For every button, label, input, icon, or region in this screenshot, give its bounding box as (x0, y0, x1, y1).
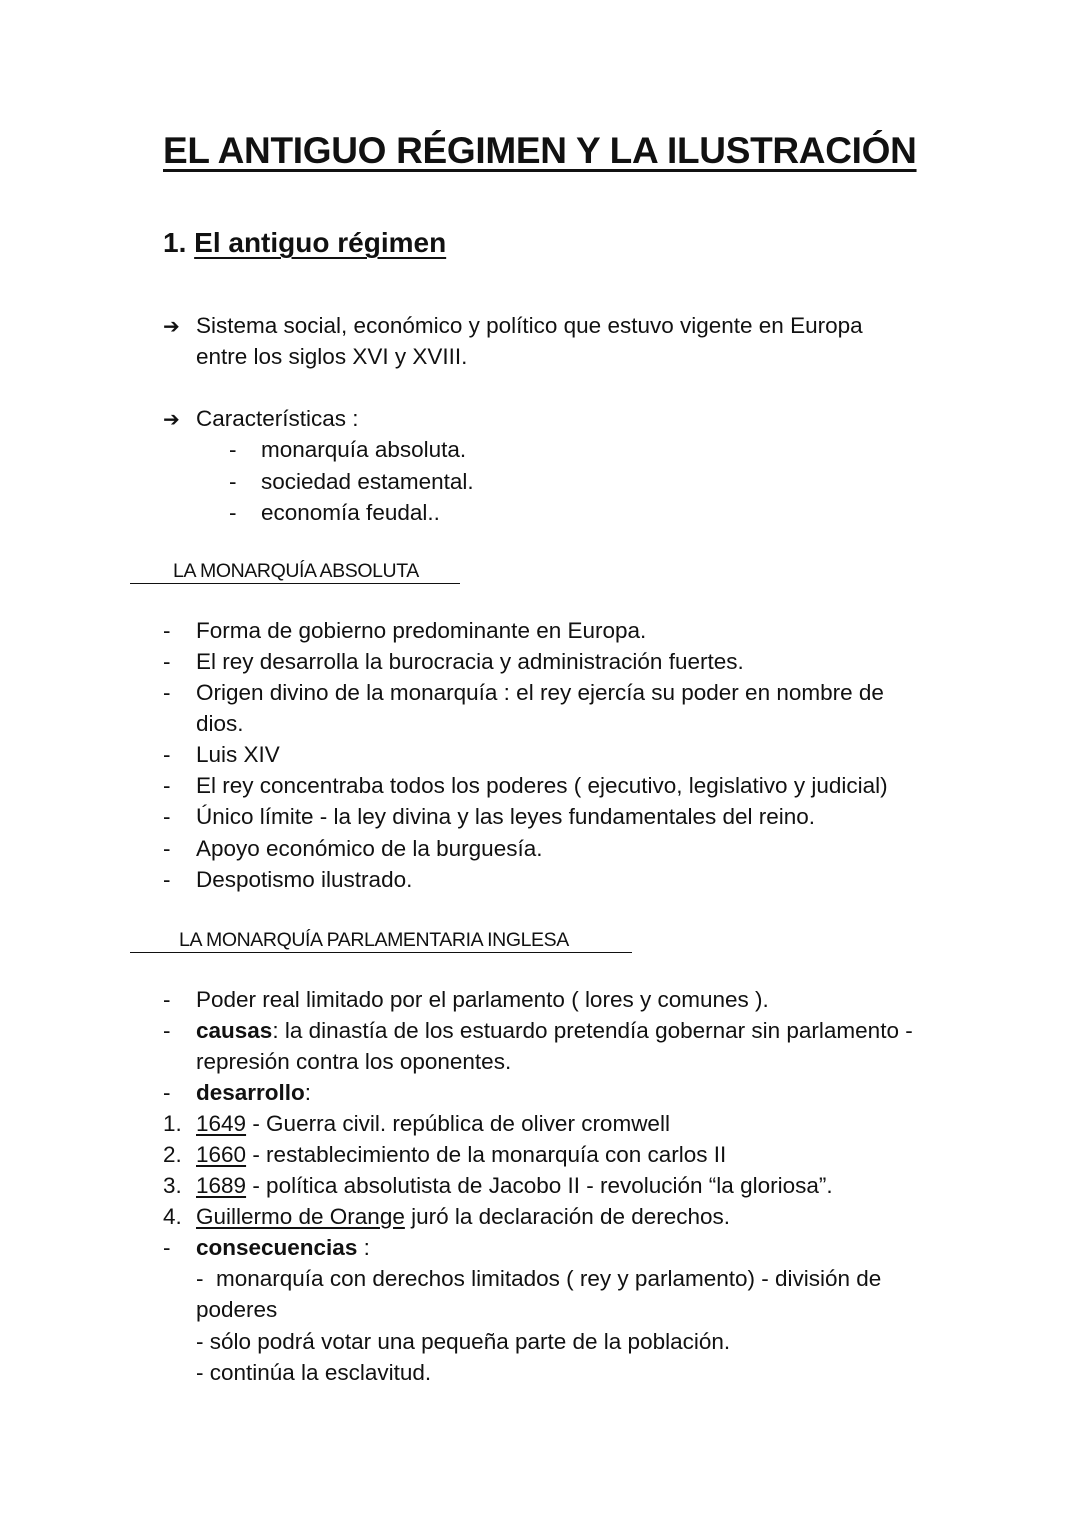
list-number: 4. (163, 1204, 182, 1229)
caracteristica-item: monarquía absoluta. (261, 437, 467, 462)
list-item: Origen divino de la monarquía : el rey ejercía su poder en nombre de (196, 680, 884, 705)
list-item-causas (196, 1015, 913, 1046)
list-item: Luis XIV (196, 742, 280, 767)
numbered-item (196, 1201, 730, 1232)
section-title: El antiguo régimen (194, 227, 447, 258)
colon: : (304, 1080, 312, 1105)
causas-text: : la dinastía de los estuardo pretendía gobernar sin parlamento - (272, 1018, 913, 1043)
dash: - (163, 836, 171, 861)
intro-line-2: entre los siglos XVI y XVIII. (196, 344, 468, 369)
list-item: Forma de gobierno predominante en Europa. (196, 618, 647, 643)
consecuencia-item: - monarquía con derechos limitados ( rey y parlamento) - división de (196, 1266, 882, 1291)
list-item-desarrollo (196, 1077, 311, 1108)
dash: - (163, 742, 171, 767)
name-link[interactable]: Guillermo de Orange (196, 1204, 405, 1229)
dash: - (163, 1018, 171, 1043)
dash: - (163, 867, 171, 892)
list-item: Único límite - la ley divina y las leyes fundamentales del reino. (196, 804, 816, 829)
dash: - (163, 773, 171, 798)
list-item: Apoyo económico de la burguesía. (196, 836, 543, 861)
dash: - (163, 1080, 171, 1105)
causas-label: causas (196, 1018, 273, 1043)
heading-underline (130, 583, 460, 584)
dash: - (163, 618, 171, 643)
date-link[interactable]: 1660 (196, 1142, 247, 1167)
list-item-continuation: dios. (196, 711, 244, 736)
numbered-item (196, 1139, 726, 1170)
dash: - (163, 649, 171, 674)
list-number: 1. (163, 1111, 182, 1136)
subheading-text: LA MONARQUÍA PARLAMENTARIA INGLESA (179, 929, 569, 951)
arrow-icon: ➔ (163, 316, 180, 338)
subheading-monarquia-parlamentaria (130, 929, 632, 955)
date-link[interactable]: 1649 (196, 1111, 247, 1136)
dash: - (163, 680, 171, 705)
consecuencia-item: - sólo podrá votar una pequeña parte de la población. (196, 1329, 731, 1354)
intro-line-1: Sistema social, económico y político que estuvo vigente en Europa (196, 313, 863, 338)
consecuencia-continuation: poderes (196, 1297, 278, 1322)
dash: - (163, 804, 171, 829)
consecuencia-item: - continúa la esclavitud. (196, 1360, 432, 1385)
list-item: El rey concentraba todos los poderes ( ejecutivo, legislativo y judicial) (196, 773, 888, 798)
dash: - (163, 987, 171, 1012)
list-item: Despotismo ilustrado. (196, 867, 413, 892)
consecuencias-label: consecuencias (196, 1235, 358, 1260)
numbered-item-text: - Guerra civil. república de oliver cromwell (246, 1111, 670, 1136)
heading-underline (130, 952, 632, 953)
numbered-item (196, 1108, 670, 1139)
subheading-text: LA MONARQUÍA ABSOLUTA (173, 560, 419, 582)
dash: - (229, 500, 237, 525)
caracteristica-item: economía feudal.. (261, 500, 440, 525)
dash: - (163, 1235, 171, 1260)
caracteristicas-label: Características : (196, 406, 359, 431)
numbered-item-text: - política absolutista de Jacobo II - revolución “la gloriosa”. (246, 1173, 833, 1198)
list-item-continuation: represión contra los oponentes. (196, 1049, 512, 1074)
section-number: 1. (163, 227, 187, 258)
page-title: EL ANTIGUO RÉGIMEN Y LA ILUSTRACIÓN (163, 130, 917, 171)
numbered-item (196, 1170, 833, 1201)
numbered-item-text: - restablecimiento de la monarquía con carlos II (246, 1142, 727, 1167)
list-item: El rey desarrolla la burocracia y administración fuertes. (196, 649, 744, 674)
date-link[interactable]: 1689 (196, 1173, 247, 1198)
list-item-consecuencias (196, 1232, 370, 1263)
list-item: Poder real limitado por el parlamento ( lores y comunes ). (196, 987, 769, 1012)
caracteristica-item: sociedad estamental. (261, 469, 474, 494)
desarrollo-label: desarrollo (196, 1080, 305, 1105)
list-number: 3. (163, 1173, 182, 1198)
arrow-icon: ➔ (163, 409, 180, 431)
colon: : (357, 1235, 370, 1260)
numbered-item-text: juró la declaración de derechos. (404, 1204, 731, 1229)
list-number: 2. (163, 1142, 182, 1167)
section-heading (163, 227, 446, 259)
dash: - (229, 437, 237, 462)
dash: - (229, 469, 237, 494)
subheading-monarquia-absoluta (130, 560, 460, 586)
